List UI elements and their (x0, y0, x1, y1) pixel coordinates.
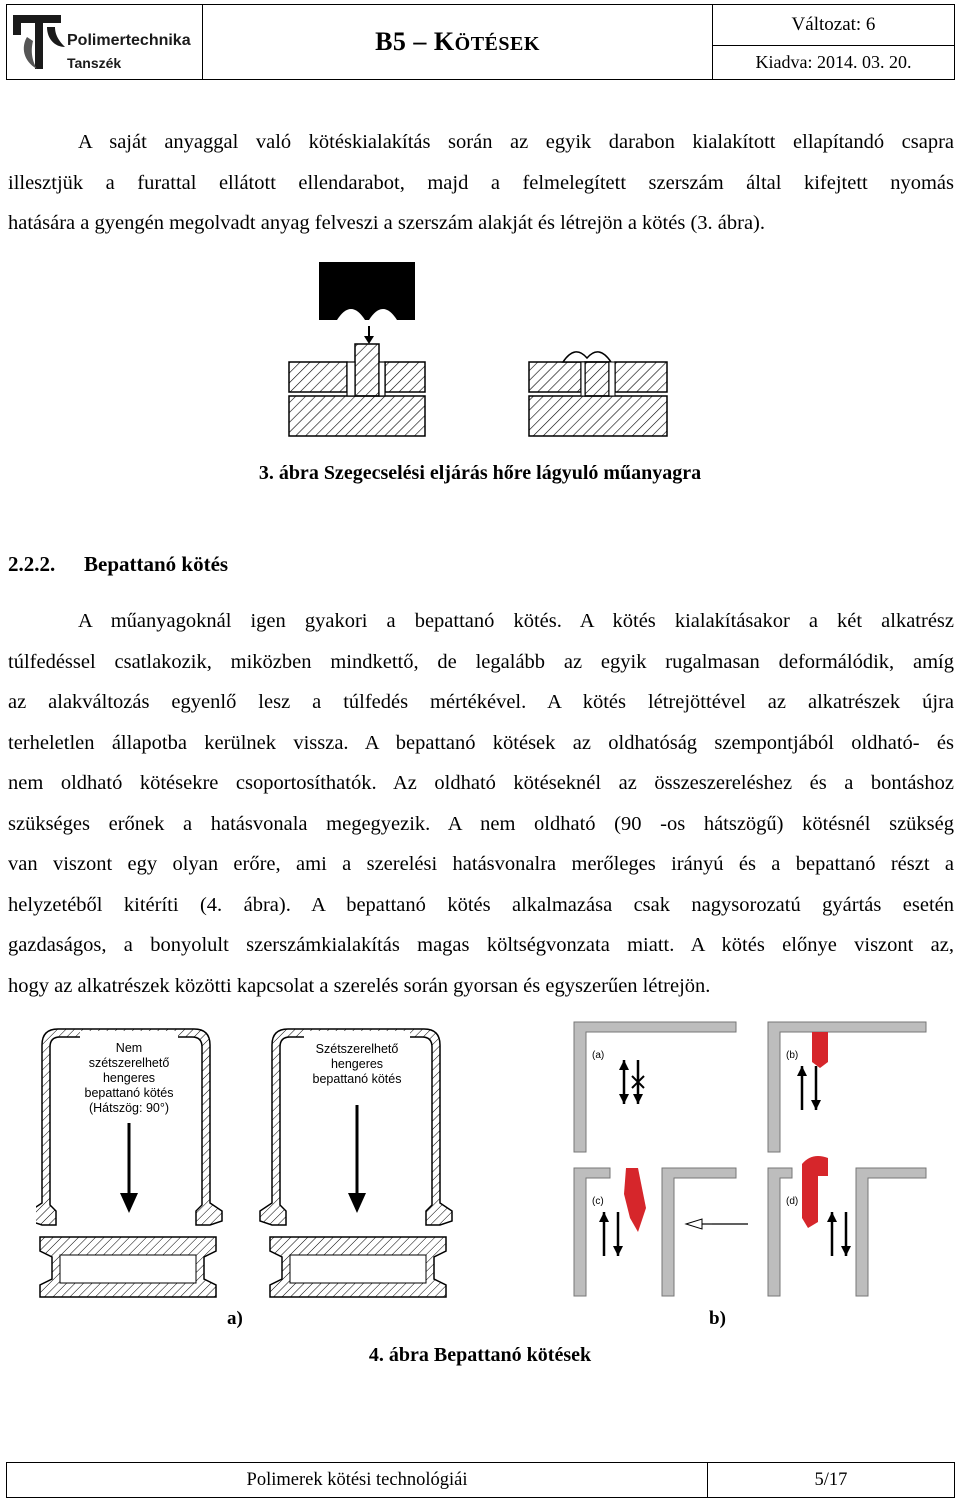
figure-3-riveting (285, 258, 675, 440)
figure-4b-snap-sequence (566, 1018, 956, 1300)
section-title: Bepattanó kötés (84, 552, 229, 576)
text-line: szükséges erőnek a hatásvonala megegyezik. A nem oldható (90 -os hátszögű) kötésnél szükség (8, 812, 954, 835)
figure-4a-label: a) (227, 1308, 243, 1329)
svg-text:(Hátszög: 90°): (Hátszög: 90°) (88, 1101, 170, 1115)
section-heading (8, 552, 228, 577)
svg-text:Tanszék: Tanszék (67, 55, 122, 71)
text-line: gazdaságos, a bonyolult szerszámkialakítás magas költségvonzata miatt. A kötés előnye viszont az, (8, 934, 954, 956)
text-line: illesztjük a furattal ellátott ellendarabot, majd a felmelegített szerszám által kifejtett nyomás (8, 171, 954, 194)
svg-text:bepattanó kötés: bepattanó kötés (84, 1086, 174, 1100)
text-line: A saját anyaggal való kötéskialakítás során az egyik darabon kialakított ellapítandó csapra (78, 131, 954, 153)
issue-date: Kiadva: 2014. 03. 20. (755, 51, 912, 72)
figure-4b-label: b) (709, 1308, 726, 1329)
svg-text:hengeres: hengeres (102, 1071, 156, 1085)
text-line: terheletlen állapotba kerülnek vissza. A bepattanó kötések az oldhatóság szempontjából oldható- és (8, 731, 954, 754)
document-title-cell (203, 5, 713, 79)
page-header (6, 4, 955, 80)
svg-text:(d): (d) (786, 1196, 799, 1207)
text-line: hogy az alkatrészek közötti kapcsolat a szerelés során gyorsan és egyszerűen létrejön. (8, 974, 711, 997)
figure-4a-cylindrical-snaps (36, 1025, 476, 1300)
footer-title: Polimerek kötési technológiái (7, 1463, 708, 1497)
document-meta (713, 5, 954, 79)
section-number: 2.2.2. (8, 552, 56, 576)
logo-icon (7, 5, 201, 78)
version-label: Változat: 6 (713, 5, 954, 46)
svg-text:bepattanó kötés: bepattanó kötés (312, 1072, 402, 1086)
svg-text:hengeres: hengeres (330, 1057, 384, 1071)
figure-3-caption: 3. ábra Szegecselési eljárás hőre lágyuló műanyagra (258, 462, 702, 484)
text-line: nem oldható kötésekre csoportosíthatók. Az oldható kötéseknél az összeszereléshez és a bontáshoz (8, 772, 954, 794)
text-line: van viszont egy olyan erőre, ami a szerelési hatásvonalra merőleges irányú és a bepattanó részt a (8, 853, 954, 875)
svg-text:Szétszerelhető: Szétszerelhető (315, 1042, 399, 1056)
department-logo (7, 5, 203, 79)
page-footer (6, 1462, 955, 1498)
text-line: A műanyagoknál igen gyakori a bepattanó kötés. A kötés kialakításakor a két alkatrész (78, 610, 954, 632)
svg-text:(c): (c) (592, 1196, 604, 1207)
svg-text:(a): (a) (592, 1050, 605, 1061)
document-title: B5 – KÖTÉSEK (375, 27, 540, 56)
svg-text:(b): (b) (786, 1050, 799, 1061)
text-line: túlfedéssel csatlakozik, miközben mindkettő, de legalább az egyik rugalmasan deformálódik, amíg (8, 650, 954, 673)
intro-paragraph (8, 122, 954, 244)
svg-text:szétszerelhető: szétszerelhető (88, 1056, 170, 1070)
figure-4-caption: 4. ábra Bepattanó kötések (368, 1344, 592, 1366)
page-number: 5/17 (814, 1469, 848, 1490)
snap-fit-paragraph (8, 601, 954, 1006)
svg-text:Polimertechnika: Polimertechnika (67, 32, 191, 49)
text-line: helyzetéből kitéríti (4. ábra). A bepattanó kötés alkalmazása csak nagysorozatú gyártás esetén (8, 893, 954, 916)
svg-text:Nem: Nem (115, 1041, 143, 1055)
text-line: az alakváltozás egyenlő lesz a túlfedés mértékével. A kötés létrejöttével az alkatrészek újra (8, 691, 954, 713)
text-line: hatására a gyengén megolvadt anyag felveszi a szerszám alakját és létrejön a kötés (3. ábra). (8, 212, 766, 234)
